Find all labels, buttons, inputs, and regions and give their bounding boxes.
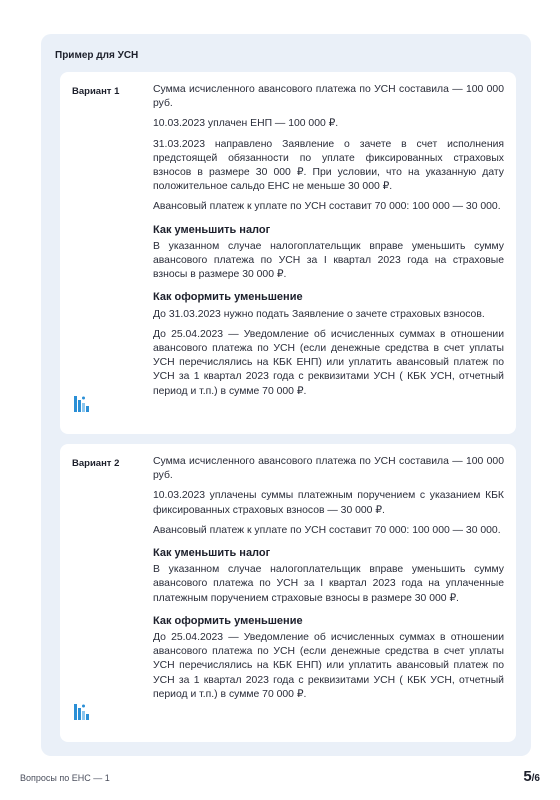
paragraph: В указанном случае налогоплательщик вправе уменьшить сумму авансового платежа по УСН за I квартал 2023 года на уплаченные платежным поручением страховые взносы в размере 30 000 ₽. <box>153 564 504 604</box>
heading-reduce-tax: Как уменьшить налог <box>153 223 271 236</box>
paragraph: До 25.04.2023 — Уведомление об исчисленных суммах в отношении авансового платежа по УСН (если денежные средства в счет уплаты УСН перечислялись на КБК ЕНП) или уплатить авансовый платеж по УСН за 1 квартал 2023 года с реквизитами УСН ( КБК УСН, отчетный период и т.п.) в сумме 70 000 ₽. <box>153 328 504 397</box>
paragraph: Авансовый платеж к уплате по УСН составит 70 000: 100 000 — 30 000. <box>153 201 501 213</box>
paragraph: Сумма исчисленного авансового платежа по УСН составила — 100 000 руб. <box>153 84 504 110</box>
variant-card-1 <box>60 72 516 434</box>
variant-content <box>153 455 504 708</box>
paragraph: 10.03.2023 уплачен ЕНП — 100 000 ₽. <box>153 118 339 130</box>
paragraph: 10.03.2023 уплачены суммы платежным поручением с указанием КБК фиксированных страховых взносов — 30 000 ₽. <box>153 490 504 516</box>
variant-content <box>153 83 504 405</box>
example-panel <box>41 34 531 756</box>
page-number <box>523 768 540 786</box>
paragraph: Авансовый платеж к уплате по УСН составит 70 000: 100 000 — 30 000. <box>153 524 501 536</box>
paragraph: 31.03.2023 направлено Заявление о зачете в счет исполнения предстоящей обязанности по уплате фиксированных страховых взносов в размере 30 000 ₽. При условии, что на указанную дату положительное сальдо ЕНС не меньше 30 000 ₽. <box>153 138 504 193</box>
page-current: 5 <box>523 768 532 785</box>
page-total: /6 <box>531 773 540 784</box>
heading-format-reduction: Как оформить уменьшение <box>153 614 303 627</box>
paragraph: До 31.03.2023 нужно подать Заявление о зачете страховых взносов. <box>153 308 485 320</box>
heading-reduce-tax: Как уменьшить налог <box>153 547 271 560</box>
variant-label: Вариант 2 <box>72 458 120 469</box>
paragraph: До 25.04.2023 — Уведомление об исчисленных суммах в отношении авансового платежа по УСН (если денежные средства в счет уплаты УСН перечислялись на КБК ЕНП) или уплатить авансовый платеж по УСН за 1 квартал 2023 года с реквизитами УСН ( КБК УСН, отчетный период и т.п.) в сумме 70 000 ₽. <box>153 632 504 700</box>
bar-chart-icon <box>74 702 90 720</box>
footer-doc-title: Вопросы по ЕНС — 1 <box>20 773 110 783</box>
heading-format-reduction: Как оформить уменьшение <box>153 291 303 304</box>
bar-chart-icon <box>74 394 90 412</box>
panel-title: Пример для УСН <box>55 50 139 61</box>
paragraph: Сумма исчисленного авансового платежа по УСН составила — 100 000 руб. <box>153 456 504 482</box>
variant-label: Вариант 1 <box>72 86 120 97</box>
paragraph: В указанном случае налогоплательщик вправе уменьшить сумму авансового платежа по УСН за I квартал 2023 года на страховые взносы в размере 30 000 ₽. <box>153 240 504 281</box>
variant-card-2 <box>60 444 516 742</box>
